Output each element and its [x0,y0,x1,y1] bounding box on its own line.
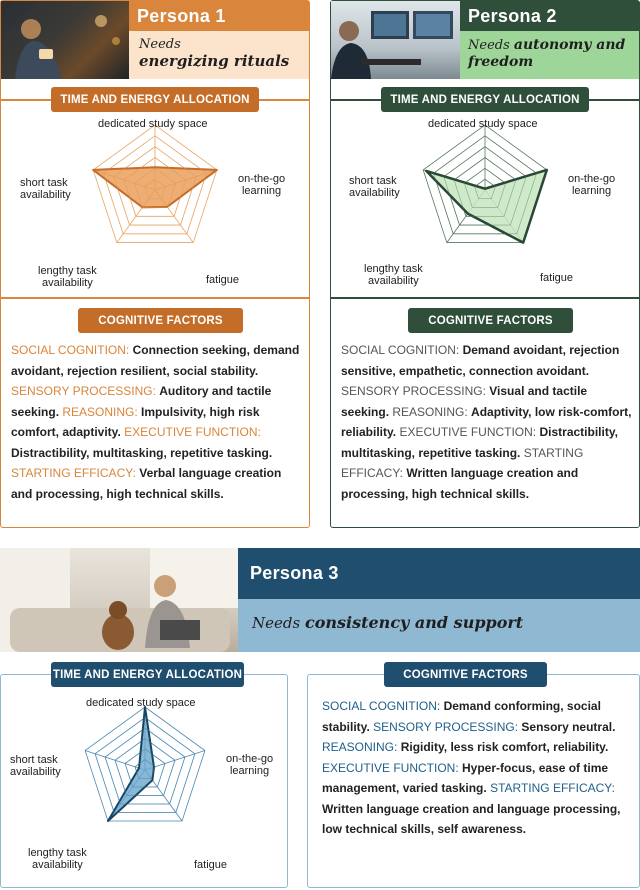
persona-3-axis-fatigue: fatigue [194,859,228,871]
persona-3-needs [238,599,640,652]
factor-category: SOCIAL COGNITION: [322,699,444,713]
persona-2-photo [331,1,460,79]
factor-text: Sensory neutral. [521,719,616,734]
radar-value-shape [93,167,217,207]
factor-category: SOCIAL COGNITION: [341,343,463,357]
factor-category: EXECUTIVE FUNCTION: [322,760,463,775]
factor-category: STARTING EFFICACY: [490,781,615,795]
persona-3-axis-on-the-go-learning: on-the-go learning [226,753,274,777]
factor-category: REASONING: [322,740,401,754]
persona-1-axis-lengthy-task-availability: lengthy task availability [38,265,97,289]
persona-3-cognitive-label: COGNITIVE FACTORS [384,662,547,687]
persona-3-axis-lengthy-task-availability: lengthy task availability [28,847,87,871]
persona-2-title: Persona 2 [460,1,639,31]
factor-text: Adaptivity, low risk-comfort, reliability. [341,404,632,439]
persona-2-needs [460,31,639,79]
persona-3-photo [0,548,238,652]
persona-1-axis-short-task-availability: short task availability [20,177,71,201]
factor-text: Demand conforming, social stability. [322,699,601,734]
factor-text: Distractibility, multitasking, repetitive tasking. [11,445,273,460]
factor-text: Verbal language creation and processing, high technical skills. [11,466,282,501]
factor-category: SENSORY PROCESSING: [373,719,522,734]
person-with-laptop-and-dog-illustration [0,548,238,652]
factor-text: Written language creation and processing, high technical skills. [341,466,579,501]
factor-category: REASONING: [392,404,472,419]
persona-2-axis-fatigue: fatigue [540,272,574,284]
factor-category: SENSORY PROCESSING: [341,384,490,398]
persona-3-needs-prefix: Needs [252,614,301,632]
factor-text: Demand avoidant, rejection sensitive, empathetic, connection avoidant. [341,343,620,378]
factor-text: Auditory and tactile seeking. [11,384,272,419]
persona-2-needs-emphasis: autonomy and freedom [468,37,626,70]
persona-3-axis-short-task-availability: short task availability [10,754,61,778]
factor-category: EXECUTIVE FUNCTION: [399,425,540,439]
factor-category: SOCIAL COGNITION: [11,343,133,357]
persona-1-time-energy-label: TIME AND ENERGY ALLOCATION [51,87,259,112]
persona-2-axis-on-the-go-learning: on-the-go learning [568,173,616,197]
persona-1-needs-emphasis: energizing rituals [139,51,290,70]
persona-1-cognitive-factors [11,340,303,504]
persona-2-cognitive-label: COGNITIVE FACTORS [408,308,573,333]
persona-1-photo [1,1,129,79]
factor-category: STARTING EFFICACY: [341,445,584,480]
persona-1-needs [129,31,309,79]
persona-1-needs-prefix: Needs [139,37,181,52]
persona-2-axis-dedicated-study-space: dedicated study space [428,118,538,130]
factor-category: SENSORY PROCESSING: [11,384,160,398]
persona-1-axis-dedicated-study-space: dedicated study space [98,118,208,130]
factor-text: Distractibility, multitasking, repetitive tasking. [341,425,618,460]
persona-1-cognitive-label: COGNITIVE FACTORS [78,308,243,333]
persona-3-time-energy-label: TIME AND ENERGY ALLOCATION [51,662,244,687]
persona-2-needs-prefix: Needs [468,38,510,53]
factor-category: REASONING: [62,404,142,419]
persona-2-cognitive-factors [341,340,635,504]
factor-text: Impulsivity, high risk comfort, adaptivity. [11,404,260,439]
persona-3-title: Persona 3 [238,548,640,599]
person-with-phone-illustration [1,1,129,79]
factor-text: Hyper-focus, ease of time management, varied tasking. [322,760,609,795]
factor-text: Connection seeking, demand avoidant, rejection resilient, social stability. [11,343,300,378]
persona-1-axis-fatigue: fatigue [206,274,240,286]
persona-2-time-energy-label: TIME AND ENERGY ALLOCATION [381,87,589,112]
persona-1-axis-on-the-go-learning: on-the-go learning [238,173,286,197]
person-at-computer-illustration [331,1,460,79]
persona-2-axis-short-task-availability: short task availability [349,175,400,199]
persona-2-divider-bottom [330,297,640,299]
persona-1-divider-bottom [0,297,310,299]
factor-category: EXECUTIVE FUNCTION: [124,425,261,439]
persona-1-title: Persona 1 [129,1,309,31]
persona-3-cognitive-factors [322,696,622,840]
factor-text: Written language creation and language processing, low technical skills, self awareness. [322,801,621,836]
persona-3-needs-emphasis: consistency and support [304,613,524,632]
factor-text: Rigidity, less risk comfort, reliability. [400,740,609,754]
factor-category: STARTING EFFICACY: [11,466,140,480]
persona-3-axis-dedicated-study-space: dedicated study space [86,697,196,709]
factor-text: Visual and tactile seeking. [341,384,588,419]
persona-2-axis-lengthy-task-availability: lengthy task availability [364,263,423,287]
